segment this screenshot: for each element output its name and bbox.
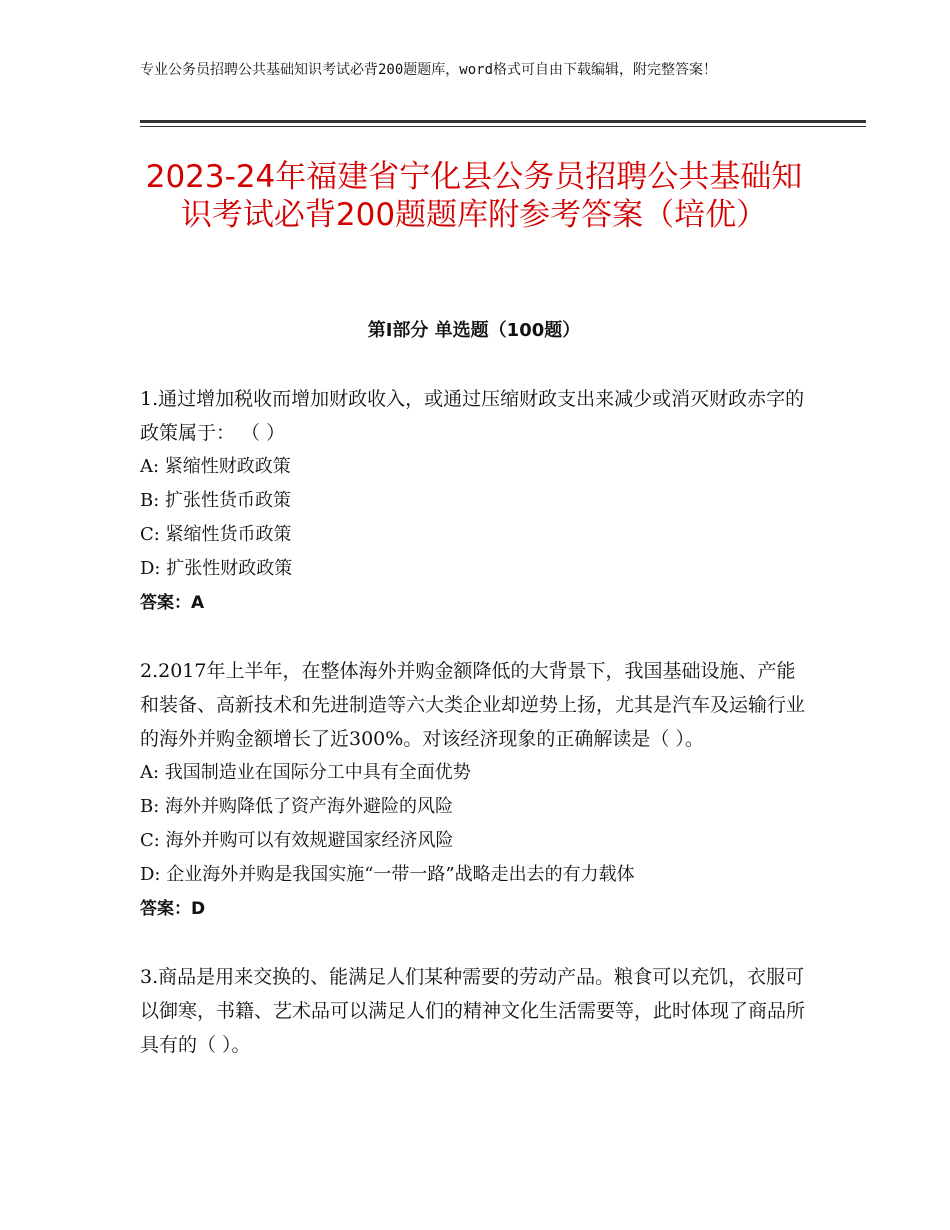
document-title: 2023-24年福建省宁化县公务员招聘公共基础知识考试必背200题题库附参考答案（培优） xyxy=(145,159,803,233)
question-list xyxy=(140,382,810,1096)
option-a: A: 紧缩性财政政策 xyxy=(140,456,291,477)
option-b: B: 扩张性货币政策 xyxy=(140,490,292,511)
answer: 答案：A xyxy=(140,593,205,613)
question-stem: 3.商品是用来交换的、能满足人们某种需要的劳动产品。粮食可以充饥，衣服可以御寒，书籍、艺术品可以满足人们的精神文化生活需要等，此时体现了商品所具有的（ ）。 xyxy=(140,966,806,1056)
question-3 xyxy=(140,960,810,1062)
header-note: 专业公务员招聘公共基础知识考试必背200题题库，word格式可自由下载编辑，附完整答案！ xyxy=(140,62,717,78)
question-1 xyxy=(140,382,810,620)
question-stem: 1.通过增加税收而增加财政收入，或通过压缩财政支出来减少或消灭财政赤字的政策属于： （ ） xyxy=(140,388,805,444)
question-2 xyxy=(140,654,810,926)
section-title: 第Ⅰ部分 单选题（100题） xyxy=(367,320,581,341)
option-c: C: 海外并购可以有效规避国家经济风险 xyxy=(140,830,454,851)
answer: 答案：D xyxy=(140,899,206,919)
option-a: A: 我国制造业在国际分工中具有全面优势 xyxy=(140,762,471,783)
header-rule-thick xyxy=(140,120,866,123)
option-d: D: 企业海外并购是我国实施“一带一路”战略走出去的有力载体 xyxy=(140,864,635,885)
header-rule-thin xyxy=(140,126,866,127)
question-stem: 2.2017年上半年，在整体海外并购金额降低的大背景下，我国基础设施、产能和装备、高新技术和先进制造等六大类企业却逆势上扬，尤其是汽车及运输行业的海外并购金额增长了近300%。对该经济现象的正确解读是（ ）。 xyxy=(140,660,806,750)
option-d: D: 扩张性财政政策 xyxy=(140,558,293,579)
option-c: C: 紧缩性货币政策 xyxy=(140,524,292,545)
option-b: B: 海外并购降低了资产海外避险的风险 xyxy=(140,796,454,817)
